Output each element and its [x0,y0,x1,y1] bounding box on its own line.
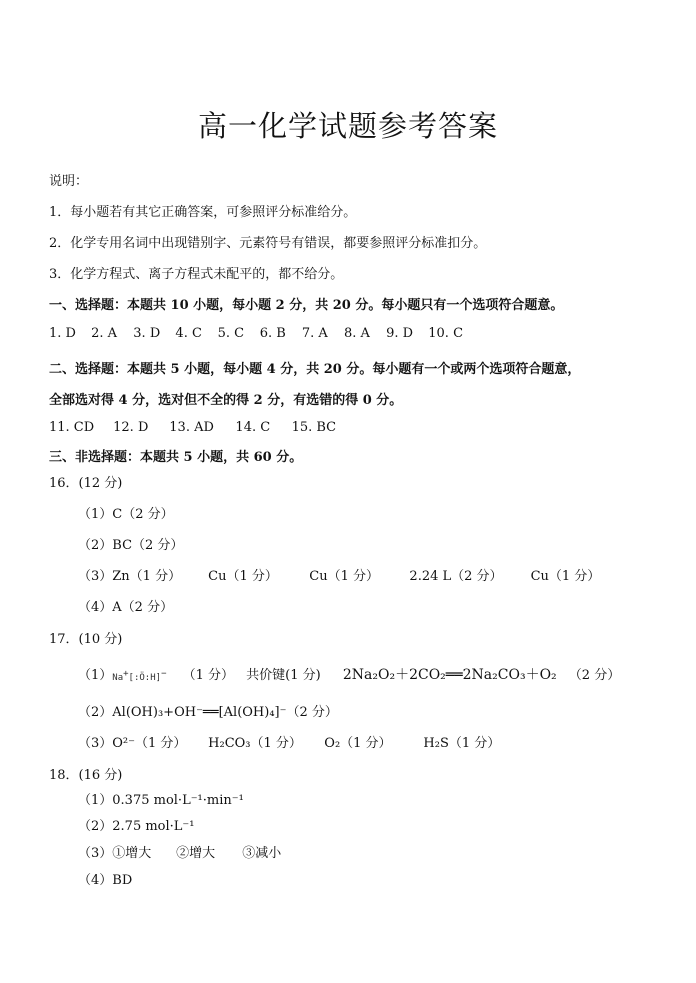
section2-heading-line1: 二、选择题：本题共 5 小题，每小题 4 分，共 20 分。每小题有一个或两个选项符合题意， [49,362,581,377]
q17-p3-d: H₂S（1 分） [423,736,501,751]
answer-5: 5. C [217,326,245,341]
answer-4: 4. C [175,326,202,341]
hydroxide-electron-dot: [:Ö:H] [128,672,162,683]
answer-2: 2. A [91,326,118,341]
answer-6: 6. B [259,326,286,341]
note-item-3: 3．化学方程式、离子方程式未配平的，都不给分。 [49,267,344,282]
electron-formula: Na+[:Ö:H]− [112,668,167,683]
q17-p2-equation: Al(OH)₃+OH⁻══[Al(OH)₄]⁻ [112,705,287,720]
answer-14: 14. C [235,420,271,435]
answer-8: 8. A [343,326,370,341]
q18-p3-b: ②增大 [176,846,216,861]
page-title: 高一化学试题参考答案 [197,109,498,143]
q16-part3 [78,565,600,584]
q16-p3-a: （3）Zn（1 分） [78,569,182,584]
section2-heading-line2: 全部选对得 4 分，选对但不全的得 2 分，有选错的得 0 分。 [49,393,403,408]
q16-p3-e: Cu（1 分） [530,569,601,584]
answer-12: 12. D [113,420,149,435]
q17-p1-bond: 共价键(1 分) [246,668,321,683]
answer-13: 13. AD [169,420,214,435]
q17-p1-number: （1） [78,668,113,683]
q18-p3-a: （3）①增大 [78,846,152,861]
q17-p1-equation: 2Na₂O₂＋2CO₂══2Na₂CO₃＋O₂ [342,667,557,683]
q16-p3-c: Cu（1 分） [309,569,380,584]
q16-p3-d: 2.24 L（2 分） [409,569,503,584]
q16-heading: 16．(12 分) [49,476,123,491]
answer-1: 1. D [49,326,76,341]
answer-15: 15. BC [291,420,337,435]
q16-part2: （2）BC（2 分） [78,538,184,553]
q16-part1: （1）C（2 分） [78,507,174,522]
q16-part4: （4）A（2 分） [78,600,174,615]
q17-p3-b: H₂CO₃（1 分） [208,736,302,751]
answer-9: 9. D [386,326,414,341]
q17-part1 [78,664,620,684]
note-item-1: 1．每小题若有其它正确答案，可参照评分标准给分。 [49,205,357,220]
answer-10: 10. C [428,326,464,341]
q18-part2: （2）2.75 mol·L⁻¹ [78,819,195,834]
q17-p3-a: （3）O²⁻（1 分） [78,736,187,751]
answer-7: 7. A [301,326,328,341]
q17-p1-score2: （2 分） [568,668,621,683]
answer-3: 3. D [133,326,161,341]
q17-part3 [78,732,500,751]
sodium-symbol: Na [112,672,124,683]
q17-p2-number: （2） [78,705,113,720]
section1-answers [49,326,463,341]
q18-heading: 18．(16 分) [49,768,123,783]
section3-heading: 三、非选择题：本题共 5 小题，共 60 分。 [49,450,303,465]
notes-heading: 说明： [49,174,89,189]
section2-answers [49,420,336,435]
q17-p1-score1: （1 分） [182,668,235,683]
q18-p3-c: ③减小 [242,846,282,861]
answer-11: 11. CD [49,420,95,435]
q17-part2 [78,701,338,720]
q16-p3-b: Cu（1 分） [208,569,278,584]
q17-p3-c: O₂（1 分） [324,736,392,751]
q18-part1: （1）0.375 mol·L⁻¹·min⁻¹ [78,793,244,808]
q17-p2-score: （2 分） [286,705,338,720]
section1-heading: 一、选择题：本题共 10 小题，每小题 2 分，共 20 分。每小题只有一个选项符合题意。 [49,298,564,313]
q18-part3 [78,842,281,861]
note-item-2: 2．化学专用名词中出现错别字、元素符号有错误，都要参照评分标准扣分。 [49,236,487,251]
q18-part4: （4）BD [78,873,133,888]
q17-heading: 17．(10 分) [49,632,123,647]
